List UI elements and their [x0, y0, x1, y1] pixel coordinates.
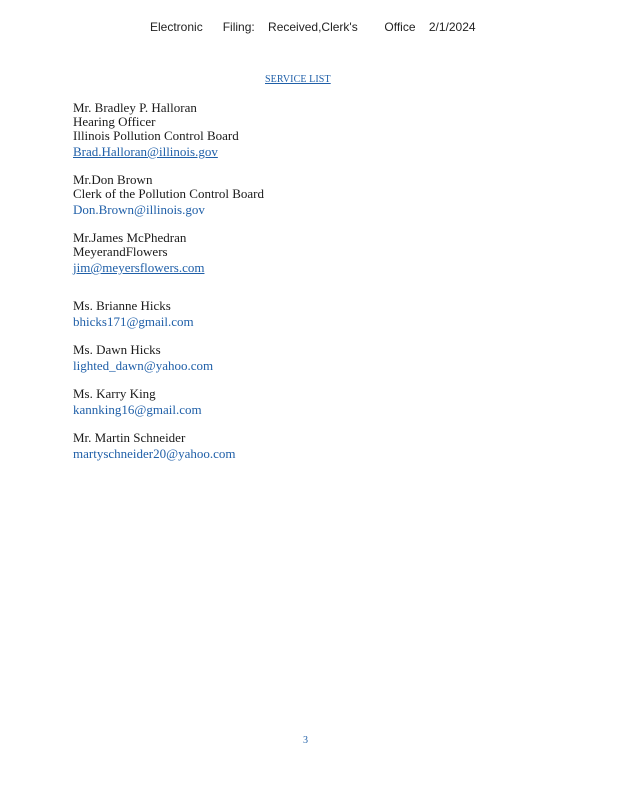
contact-name: Ms. Dawn Hicks	[73, 342, 161, 357]
contact-email-link[interactable]: jim@meyersflowers.com	[73, 260, 205, 275]
contact-name: Ms. Brianne Hicks	[73, 298, 171, 313]
contact-email-link[interactable]: Don.Brown@illinois.gov	[73, 202, 205, 217]
page-number: 3	[303, 735, 308, 746]
contact-mcphedran	[73, 231, 473, 275]
contact-name: Mr. Bradley P. Halloran	[73, 100, 197, 115]
service-list-contacts	[73, 101, 473, 475]
contact-title: Clerk of the Pollution Control Board	[73, 186, 265, 201]
contact-organization: MeyerandFlowers	[73, 244, 168, 259]
contact-brown	[73, 173, 473, 217]
contact-title: Hearing Officer	[73, 114, 156, 129]
contact-email-link[interactable]: lighted_dawn@yahoo.com	[73, 358, 214, 373]
contact-halloran	[73, 101, 473, 159]
filing-stamp-header: Electronic Filing: Received,Clerk's Office 2/1/2024	[150, 20, 476, 34]
contact-king	[73, 387, 473, 417]
contact-email-link[interactable]: bhicks171@gmail.com	[73, 314, 194, 329]
contact-schneider	[73, 431, 473, 461]
contact-email-link[interactable]: martyschneider20@yahoo.com	[73, 446, 236, 461]
contact-name: Mr. Martin Schneider	[73, 430, 186, 445]
contact-organization: Illinois Pollution Control Board	[73, 128, 239, 143]
contact-name: Mr.Don Brown	[73, 172, 153, 187]
contact-name: Ms. Karry King	[73, 386, 156, 401]
contact-email-link[interactable]: Brad.Halloran@illinois.gov	[73, 144, 218, 159]
contact-email-link[interactable]: kannking16@gmail.com	[73, 402, 202, 417]
contact-dawn-hicks	[73, 343, 473, 373]
service-list-title: SERVICE LIST	[265, 74, 331, 85]
contact-brianne-hicks	[73, 299, 473, 329]
contact-name: Mr.James McPhedran	[73, 230, 187, 245]
